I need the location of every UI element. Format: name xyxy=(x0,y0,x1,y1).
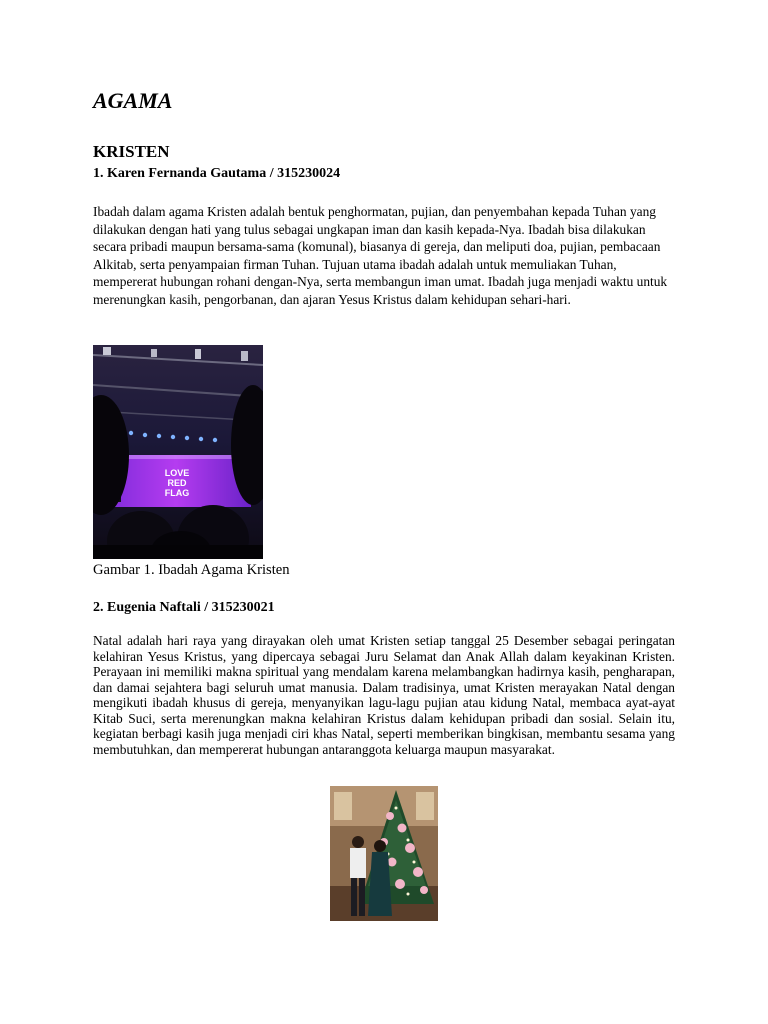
section-heading: KRISTEN xyxy=(93,142,170,161)
sign-text-line-3: FLAG xyxy=(164,488,190,498)
sign-text-line-2: RED xyxy=(167,478,187,488)
figure-caption-1: Gambar 1. Ibadah Agama Kristen xyxy=(93,562,290,578)
paragraph-2: Natal adalah hari raya yang dirayakan oleh umat Kristen setiap tanggal 25 Desember sebagai peringatan kelahiran Yesus Kristus, yang dipercaya sebagai Juru Selamat dan Anak Allah dalam keyakinan Kristen. Perayaan ini memiliki makna spiritual yang mendalam karena melambangkan hadirnya kasih, pengharapan, dan damai sejahtera bagi seluruh umat manusia. Dalam tradisinya, umat Kristen merayakan Natal dengan mengikuti ibadah khusus di gereja, menyanyikan lagu-lagu pujian atau kidung Natal, membaca ayat-ayat Kitab Suci, serta merenungkan makna kelahiran Kristus dalam kehidupan pribadi dan sosial. Selain itu, kegiatan berbagi kasih juga menjadi ciri khas Natal, seperti memberikan bingkisan, membantu sesama yang membutuhkan, dan mempererat hubungan antaranggota keluarga maupun masyarakat. xyxy=(93,633,675,757)
worship-concert-photo xyxy=(93,345,263,559)
paragraph-1: Ibadah dalam agama Kristen adalah bentuk penghormatan, pujian, dan penyembahan kepada Tuhan yang dilakukan dengan hati yang tulus sebagai ungkapan iman dan kasih kepada-Nya. Ibadah bisa dilakukan secara pribadi maupun bersama-sama (komunal), biasanya di gereja, dan meliputi doa, pujian, pembacaan Alkitab, serta penyampaian firman Tuhan. Tujuan utama ibadah adalah untuk memuliakan Tuhan, mempererat hubungan rohani dengan-Nya, serta membangun iman umat. Ibadah juga menjadi waktu untuk merenungkan kasih, pengorbanan, dan ajaran Yesus Kristus dalam kehidupan sehari-hari. xyxy=(93,204,668,307)
author-heading-2: 2. Eugenia Naftali / 315230021 xyxy=(93,600,275,615)
document-title: AGAMA xyxy=(93,88,173,113)
christmas-tree-photo xyxy=(330,786,438,921)
author-heading-1: 1. Karen Fernanda Gautama / 315230024 xyxy=(93,166,341,181)
sign-text-line-1: LOVE xyxy=(164,468,190,478)
